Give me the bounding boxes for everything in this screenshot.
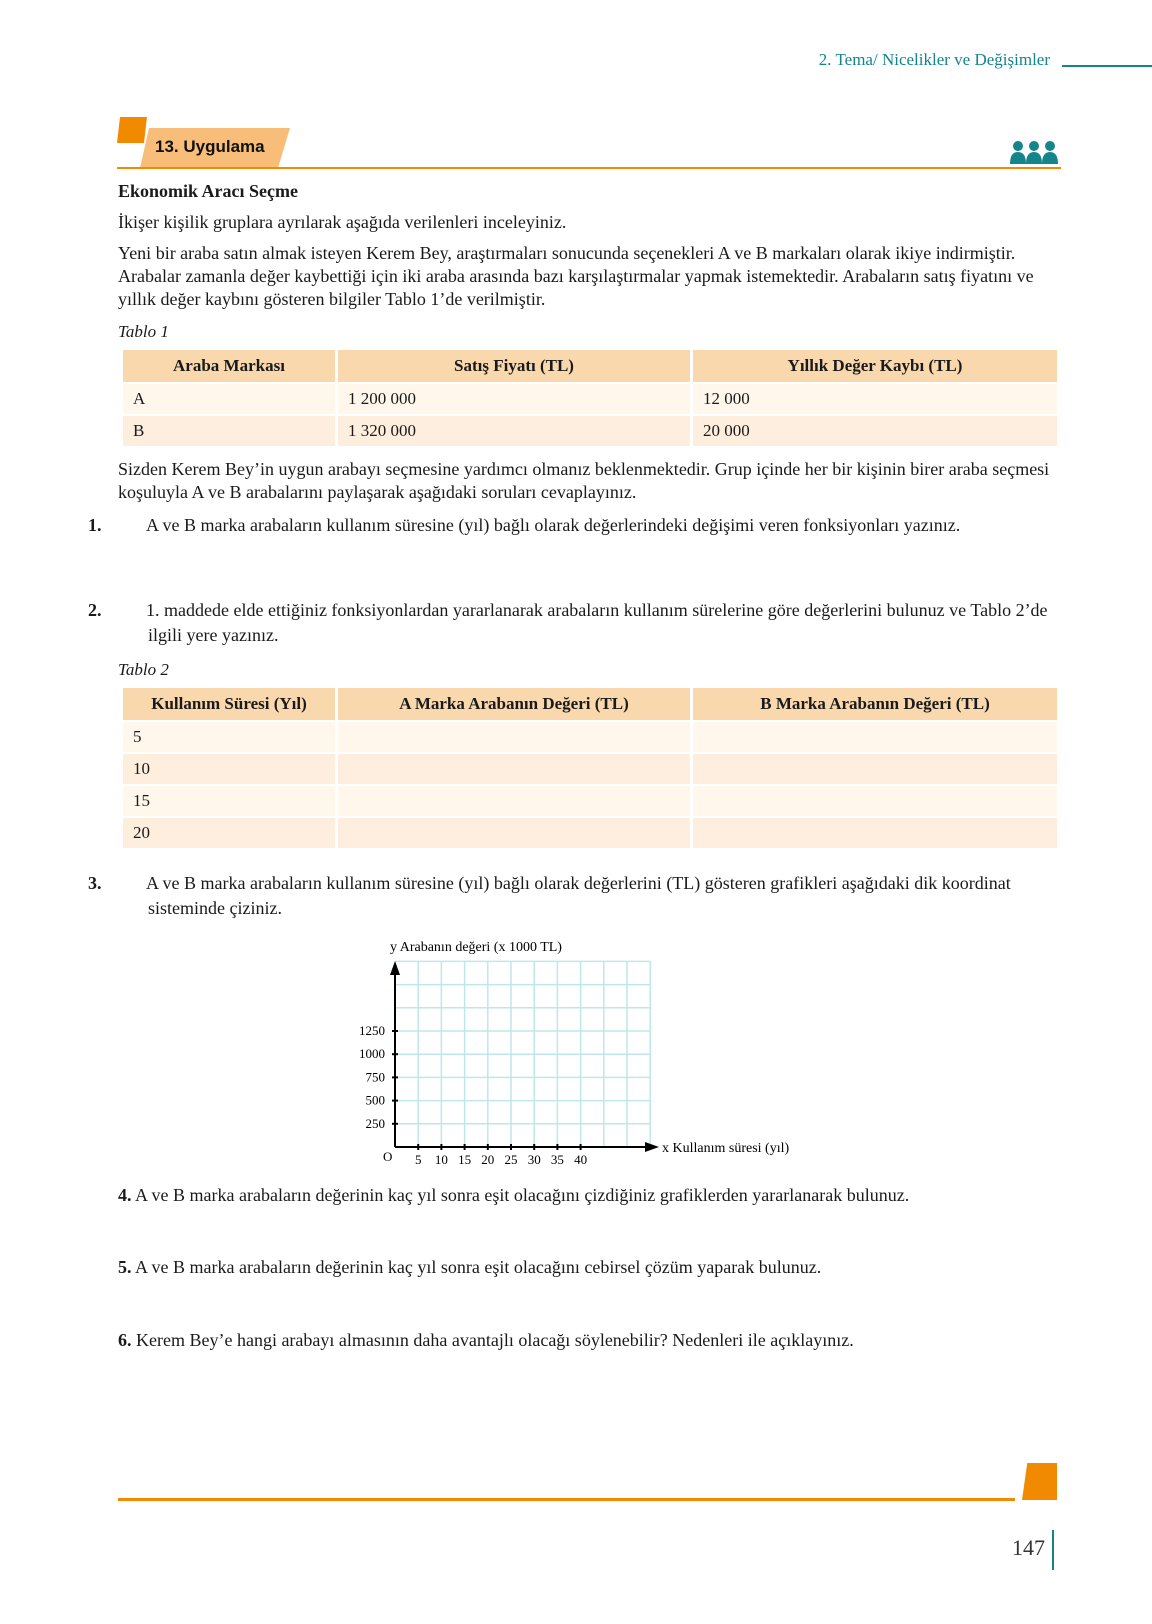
table2-caption: Tablo 2	[118, 660, 169, 679]
table-cell: 10	[123, 754, 335, 784]
table-row	[123, 722, 1057, 752]
table2-header: B Marka Arabanın Değeri (TL)	[693, 688, 1057, 720]
table-cell: 20	[123, 818, 335, 848]
svg-text:15: 15	[458, 1152, 472, 1167]
table-cell: 15	[123, 786, 335, 816]
question-5: 5. A ve B marka arabaların değerinin kaç yıl sonra eşit olacağını cebirsel çözüm yaparak bulunuz.	[118, 1257, 822, 1277]
y-axis-label: y Arabanın değeri (x 1000 TL)	[390, 940, 562, 955]
table2-header: Kullanım Süresi (Yıl)	[123, 688, 335, 720]
instruction-text: İkişer kişilik gruplara ayrılarak aşağıda verilenleri inceleyiniz.	[118, 212, 567, 232]
table-row	[123, 786, 1057, 816]
question-6: 6. Kerem Bey’e hangi arabayı almasının daha avantajlı olacağı söylenebilir? Nedenleri ile açıklayınız.	[118, 1330, 854, 1350]
section-label: 13. Uygulama	[155, 137, 265, 156]
question-3: 3. A ve B marka arabaların kullanım süresine (yıl) bağlı olarak değerlerini (TL) gösteren grafikleri aşağıdaki dik koordinat sisteminde çiziniz.	[88, 873, 1011, 918]
coordinate-grid-chart[interactable]	[340, 935, 840, 1175]
answer-cell[interactable]	[693, 754, 1057, 784]
footer-rule	[118, 1498, 1015, 1501]
table-row	[123, 416, 1057, 446]
answer-cell[interactable]	[338, 818, 690, 848]
table-row	[123, 384, 1057, 414]
answer-cell[interactable]	[693, 786, 1057, 816]
question-2: 2. 1. maddede elde ettiğiniz fonksiyonlardan yararlanarak arabaların kullanım sürelerine göre değerlerini bulunuz ve Tablo 2’de ilgili yere yazınız.	[88, 600, 1048, 645]
svg-text:20: 20	[481, 1152, 495, 1167]
table-row	[123, 754, 1057, 784]
answer-cell[interactable]	[338, 754, 690, 784]
table-1	[120, 348, 1060, 448]
table-cell: B	[123, 416, 335, 446]
svg-text:5: 5	[414, 1152, 422, 1167]
svg-text:30: 30	[527, 1152, 541, 1167]
question-4: 4. A ve B marka arabaların değerinin kaç yıl sonra eşit olacağını çizdiğiniz grafiklerden yararlanarak bulunuz.	[118, 1185, 910, 1205]
task-paragraph: Sizden Kerem Bey’in uygun arabayı seçmesine yardımcı olmanız beklenmektedir. Grup içinde her bir kişinin birer araba seçmesi koşuluyla A ve B arabalarını paylaşarak aşağıdaki soruları cevaplayınız.	[118, 459, 1050, 502]
table2-header: A Marka Arabanın Değeri (TL)	[338, 688, 690, 720]
table-cell: 12 000	[693, 384, 1057, 414]
running-head: 2. Tema/ Nicelikler ve Değişimler	[818, 50, 1050, 69]
svg-text:500: 500	[365, 1092, 385, 1108]
svg-text:35: 35	[550, 1152, 564, 1167]
footer-accent-block	[1022, 1463, 1057, 1500]
banner-accent-square	[117, 117, 147, 143]
table-row	[123, 818, 1057, 848]
table-2	[120, 686, 1060, 850]
answer-cell[interactable]	[693, 818, 1057, 848]
y-axis-arrow-icon	[390, 961, 400, 975]
svg-text:40: 40	[574, 1152, 588, 1167]
table1-header: Yıllık Değer Kaybı (TL)	[693, 350, 1057, 382]
table1-header: Araba Markası	[123, 350, 335, 382]
svg-text:750: 750	[365, 1069, 385, 1085]
answer-cell[interactable]	[693, 722, 1057, 752]
svg-text:10: 10	[434, 1152, 448, 1167]
table-cell: 5	[123, 722, 335, 752]
running-head-rule	[1062, 65, 1152, 67]
origin-label: O	[383, 1149, 393, 1164]
page-number-rule	[1052, 1530, 1054, 1570]
svg-text:1000: 1000	[359, 1046, 385, 1062]
svg-text:25: 25	[504, 1152, 518, 1167]
svg-text:250: 250	[365, 1115, 385, 1131]
x-axis-label: x Kullanım süresi (yıl)	[662, 1141, 790, 1156]
question-1: 1. A ve B marka arabaların kullanım süresine (yıl) bağlı olarak değerlerindeki değişimi veren fonksiyonları yazınız.	[88, 515, 961, 535]
table-cell: 1 200 000	[338, 384, 690, 414]
answer-cell[interactable]	[338, 786, 690, 816]
svg-text:1250: 1250	[359, 1023, 385, 1038]
table-cell: 1 320 000	[338, 416, 690, 446]
x-axis-arrow-icon	[645, 1142, 659, 1152]
page-number: 147	[1012, 1535, 1045, 1560]
table1-header: Satış Fiyatı (TL)	[338, 350, 690, 382]
intro-paragraph: Yeni bir araba satın almak isteyen Kerem Bey, araştırmaları sonucunda seçenekleri A ve B markaları olarak ikiye indirmiştir. Arabalar zamanla değer kaybettiği için iki araba arasında bazı karşılaştırmalar yapmak istemektedir. Arabaların satış fiyatını ve yıllık değer kaybını gösteren bilgiler Tablo 1’de verilmiştir.	[118, 243, 1034, 309]
activity-title: Ekonomik Aracı Seçme	[118, 181, 298, 201]
table1-caption: Tablo 1	[118, 322, 169, 341]
group-of-people-icon	[1010, 140, 1058, 164]
answer-cell[interactable]	[338, 722, 690, 752]
table-cell: 20 000	[693, 416, 1057, 446]
banner-rule	[117, 167, 1061, 169]
table-cell: A	[123, 384, 335, 414]
